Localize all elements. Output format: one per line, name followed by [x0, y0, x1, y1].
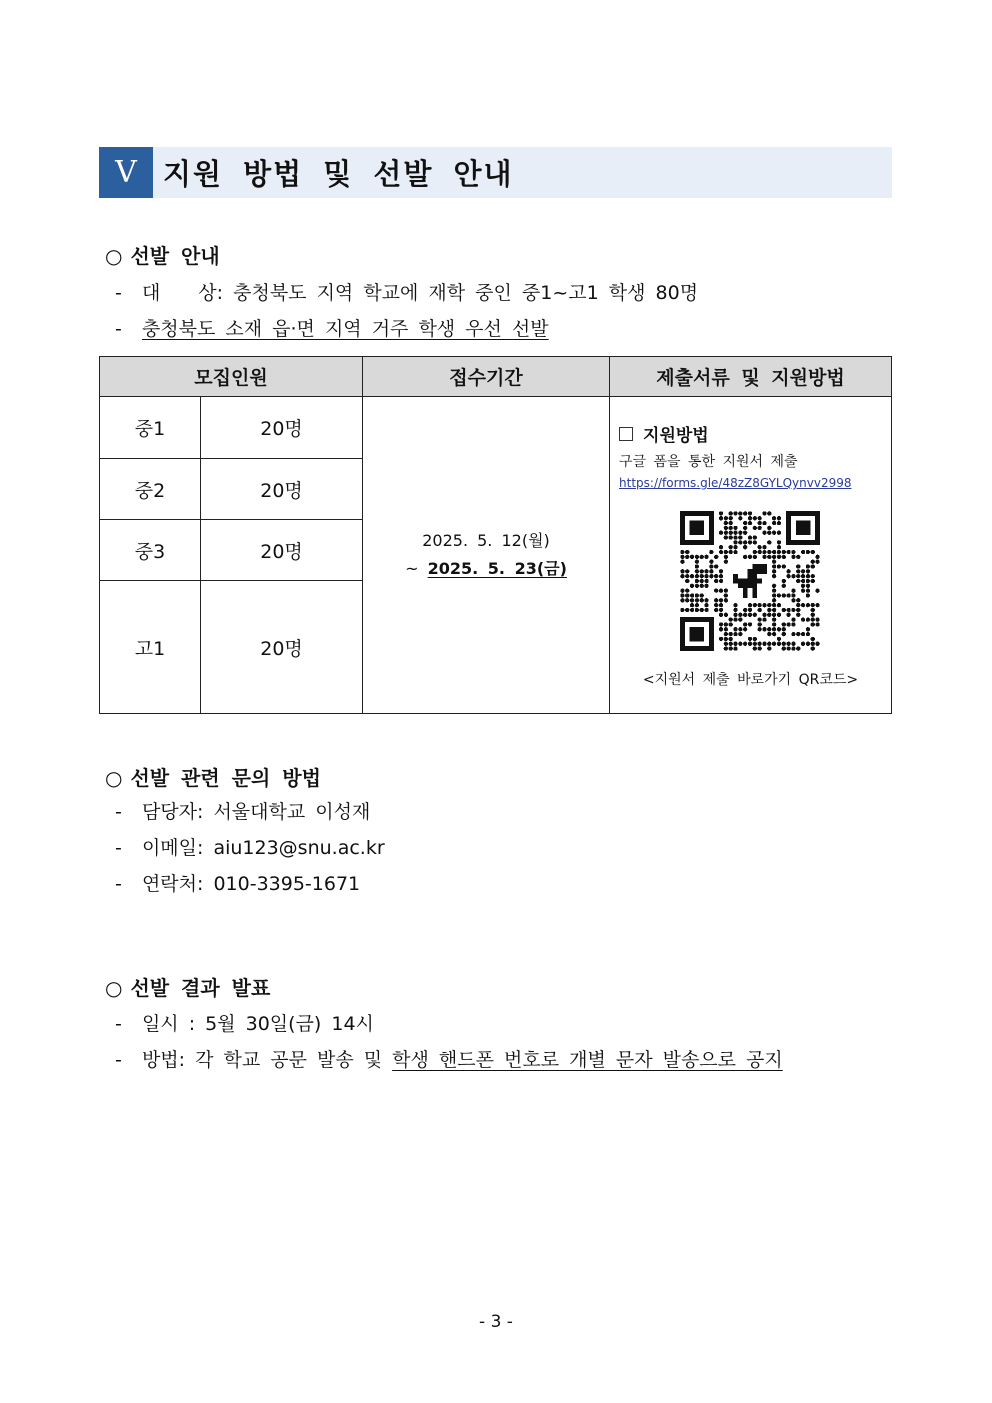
- form-link[interactable]: https://forms.gle/48zZ8GYLQynvv2998: [619, 476, 852, 490]
- period-start: 2025. 5. 12(월): [422, 531, 550, 550]
- circle-bullet: ○: [105, 244, 123, 268]
- checkbox-icon: [619, 427, 633, 441]
- contact-person-line: - 담당자: 서울대학교 이성재: [115, 801, 371, 823]
- period-cell: [363, 397, 610, 714]
- table-row: [100, 397, 892, 459]
- priority-text: 충청북도 소재 읍·면 지역 거주 학생 우선 선발: [141, 318, 549, 340]
- grade-cell: 고1: [100, 581, 201, 714]
- target-label: 대 상:: [141, 282, 224, 304]
- method-title: 지원방법: [619, 421, 709, 446]
- inquiry-heading: ○ 선발 관련 문의 방법: [105, 766, 321, 790]
- target-line: - 대 상: 충청북도 지역 학교에 재학 중인 중1~고1 학생 80명: [115, 282, 699, 304]
- period-prefix: ~: [405, 559, 419, 578]
- selection-guide-heading: ○ 선발 안내: [105, 244, 220, 268]
- email-line: - 이메일: aiu123@snu.ac.kr: [115, 837, 385, 859]
- header-period: 접수기간: [363, 357, 610, 397]
- count-cell: 20명: [201, 520, 363, 581]
- qr-caption: <지원서 제출 바로가기 QR코드>: [642, 672, 859, 688]
- qr-code[interactable]: [680, 511, 820, 651]
- period-end: 2025. 5. 23(금): [427, 559, 567, 578]
- results-heading: ○ 선발 결과 발표: [105, 976, 271, 1000]
- count-cell: 20명: [201, 581, 363, 714]
- phone-line: - 연락처: 010-3395-1671: [115, 873, 361, 895]
- grade-cell: 중1: [100, 397, 201, 459]
- recruitment-table: [99, 356, 892, 714]
- count-cell: 20명: [201, 397, 363, 459]
- grade-cell: 중3: [100, 520, 201, 581]
- section-number: V: [99, 147, 153, 198]
- header-documents: 제출서류 및 지원방법: [610, 357, 892, 397]
- page-number: - 3 -: [479, 1312, 513, 1332]
- target-text: 충청북도 지역 학교에 재학 중인 중1~고1 학생 80명: [233, 282, 699, 304]
- circle-bullet: ○: [105, 766, 123, 790]
- announcement-date-line: - 일시 : 5월 30일(금) 14시: [115, 1013, 374, 1035]
- count-cell: 20명: [201, 459, 363, 520]
- priority-line: - 충청북도 소재 읍·면 지역 거주 학생 우선 선발: [115, 318, 549, 340]
- circle-bullet: ○: [105, 976, 123, 1000]
- header-recruit-count: 모집인원: [100, 357, 363, 397]
- grade-cell: 중2: [100, 459, 201, 520]
- documents-cell: [610, 397, 892, 714]
- announcement-method-line: - 방법: 각 학교 공문 발송 및 학생 핸드폰 번호로 개별 문자 발송으로 공지: [115, 1049, 783, 1071]
- section-title: 지원 방법 및 선발 안내: [163, 157, 514, 191]
- method-description: 구글 폼을 통한 지원서 제출: [619, 454, 798, 470]
